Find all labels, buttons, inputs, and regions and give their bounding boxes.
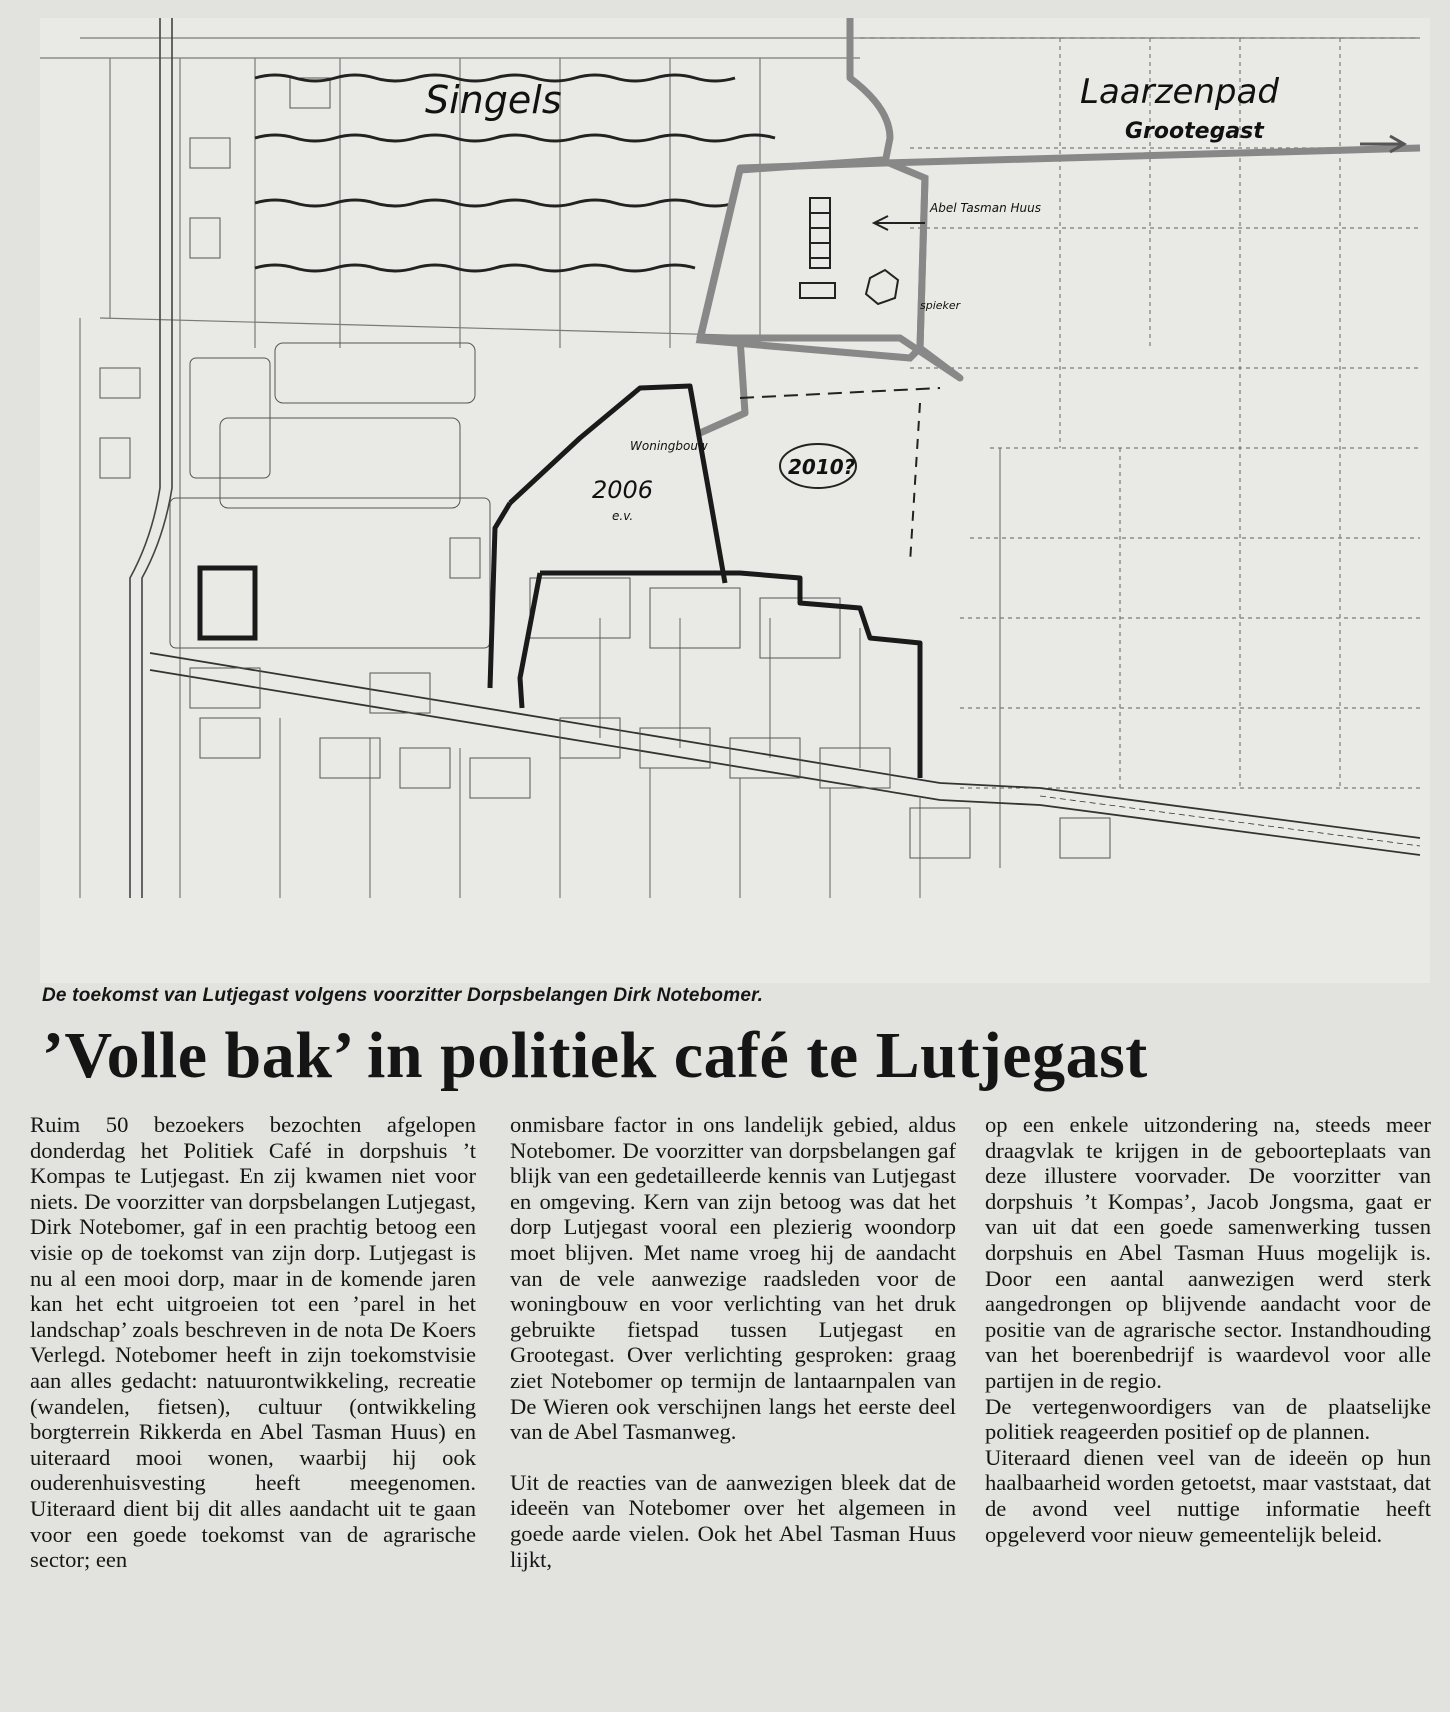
building-blocks [100, 78, 1110, 858]
column-1-paragraph-1: Ruim 50 bezoekers bezochten afgelopen donderdag het Politiek Café in dorpshuis ’t Kompas te Lutjegast. En zij kwamen niet voor niets. De voorzitter van dorpsbelangen Lutjegast, Dirk Notebomer, gaf in een prachtig betoog een visie op de toekomst van zijn dorp. Lutjegast is nu al een mooi dorp, maar in de komende jaren kan het echt uitgroeien tot een ’parel in het landschap’ zoals beschreven in de nota De Koers Verlegd. Notebomer heeft in zijn toekomstvisie aan alles gedacht: natuurontwikkeling, recreatie (wandelen, fietsen), cultuur (ontwikkeling borgterrein Rikkerda en Abel Tasman Huus) en uiteraard mooi wonen, waarbij hij ook ouderenhuisvesting heeft meegenomen. Uiteraard dient bij dit alles aandacht uit te gaan voor een goede toekomst van de agrarische sector; een [30, 1112, 476, 1573]
map-label-2006-suffix: e.v. [612, 509, 634, 523]
dashed-track [740, 388, 940, 398]
dashed-boundary [910, 403, 920, 563]
map-caption: De toekomst van Lutjegast volgens voorzitter Dorpsbelangen Dirk Notebomer. [42, 985, 764, 1006]
column-3-paragraph-2: De vertegenwoordigers van de plaatselijke politiek reageerden positief op de plannen. [985, 1393, 1431, 1445]
canal [130, 18, 172, 898]
article-column-3 [985, 1112, 1431, 1704]
main-road [150, 653, 1420, 855]
column-3-paragraph-3: Uiteraard dienen veel van de ideeën op hun haalbaarheid worden getoetst, maar vaststaat, dat de avond veel nuttige informatie heeft opgeleverd voor nieuw gemeentelijk beleid. [985, 1444, 1431, 1547]
map-label-2010: 2010? [788, 455, 856, 479]
article-column-1 [30, 1112, 476, 1704]
abel-tasman-buildings [800, 198, 898, 304]
village-map [40, 18, 1430, 983]
article-column-2 [510, 1112, 956, 1704]
map-drawing [40, 18, 1430, 983]
map-label-woningbouw: Woningbouw [630, 439, 708, 453]
map-label-laarzenpad: Laarzenpad [1080, 72, 1279, 112]
map-label-spieker: spieker [920, 299, 961, 312]
map-label-2006: 2006 [592, 476, 654, 504]
map-label-abel-tasman-huus: Abel Tasman Huus [930, 201, 1041, 215]
article-headline: ’Volle bak’ in politiek café te Lutjegast [42, 1019, 1148, 1092]
column-2-paragraph-2: Uit de reacties van de aanwezigen bleek dat de ideeën van Notebomer over het algemeen in goede aarde vielen. Ook het Abel Tasman Huus lijkt, [510, 1469, 956, 1572]
highlighted-parcel [200, 568, 255, 638]
map-label-grootegast: Grootegast [1125, 119, 1264, 144]
column-3-paragraph-1: op een enkele uitzondering na, steeds meer draagvlak te krijgen in de geboorteplaats van deze illustere voorvader. De voorzitter van dorpshuis ’t Kompas’, Jacob Jongsma, gaat er van uit dat een goede samenwerking tussen dorpshuis en Abel Tasman Huus mogelijk is. Door een aantal aanwezigen werd sterk aangedrongen op blijvende aandacht voor de positie van de agrarische sector. Instandhouding van het boerenbedrijf is waardevol voor alle partijen in de regio. [985, 1112, 1431, 1393]
column-2-paragraph-1: onmisbare factor in ons landelijk gebied, aldus Notebomer. De voorzitter van dorpsbelangen gaf blijk van een gedetailleerde kennis van Lutjegast en omgeving. Kern van zijn betoog was dat het dorp Lutjegast vooral een plezierig woondorp moet blijven. Met name vroeg hij de aandacht van de vele aanwezige raadsleden voor de woningbouw en voor verlichting van het druk gebruikte fietspad tussen Lutjegast en Grootegast. Over verlichting gesproken: graag ziet Notebomer op termijn de lantaarnpalen van De Wieren ook verschijnen langs het eerste deel van de Abel Tasmanweg. [510, 1112, 956, 1445]
arrow-left-icon [874, 216, 925, 230]
map-label-singels: Singels [425, 78, 562, 122]
